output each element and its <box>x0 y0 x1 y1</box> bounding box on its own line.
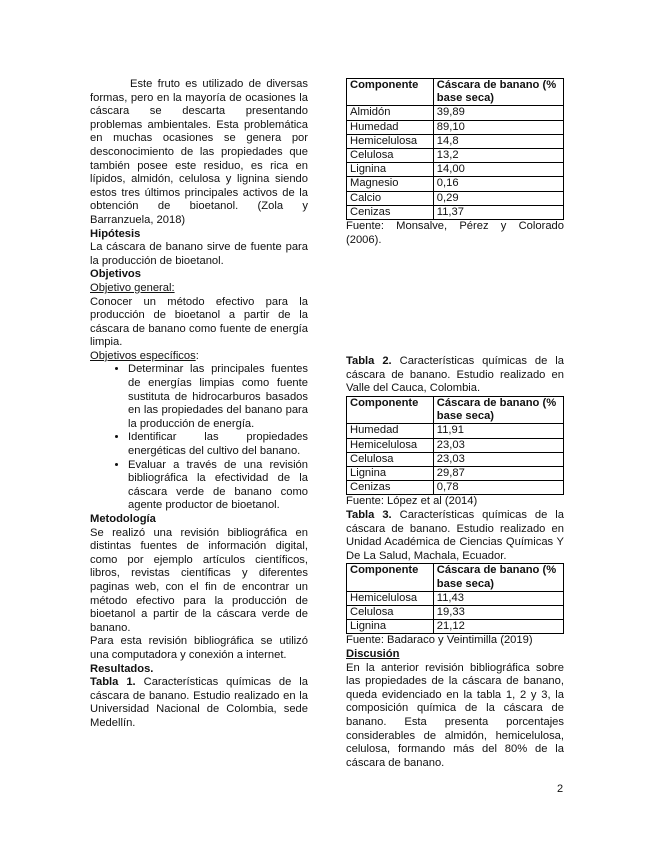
right-column <box>346 78 564 770</box>
table3-source: Fuente: Badaraco y Veintimilla (2019) <box>346 634 533 647</box>
table1-source: Fuente: Monsalve, Pérez y Colorado (2006). <box>346 220 564 246</box>
left-column <box>90 78 308 731</box>
table-cell: Lignina <box>347 163 434 177</box>
table-cell: 21,12 <box>433 620 563 634</box>
table-cell: Cenizas <box>347 205 434 219</box>
table-row <box>347 481 564 495</box>
table-header-cell: Cáscara de banano (% base seca) <box>433 564 563 591</box>
table-header-row <box>347 397 564 424</box>
table-2 <box>346 396 564 495</box>
tabla2-caption <box>346 355 564 396</box>
tabla2-label: Tabla 2. <box>346 355 392 368</box>
table-cell: 39,89 <box>433 106 563 120</box>
objetivos-especificos-list <box>90 363 308 513</box>
tabla1-caption <box>90 676 308 730</box>
table-row <box>347 120 564 134</box>
tabla3-label: Tabla 3. <box>346 509 392 522</box>
objetivo-general-text: Conocer un método efectivo para la producción de bioetanol a partir de la cáscara de banano como fuente de energía limpia. <box>90 295 308 349</box>
table-cell: Calcio <box>347 191 434 205</box>
table-cell: Celulosa <box>347 606 434 620</box>
table-cell: 23,03 <box>433 452 563 466</box>
metodologia-paragraph-2: Para esta revisión bibliográfica se utilizó una computadora y conexión a internet. <box>90 635 308 661</box>
table-row <box>347 452 564 466</box>
tabla1-caption-text: Características químicas de la cáscara de banano. Estudio realizado en la Universidad Nacional de Colombia, sede Medellín. <box>90 676 308 729</box>
table-header-cell: Cáscara de banano (% base seca) <box>433 397 563 424</box>
table-header-cell: Componente <box>347 79 434 106</box>
table-row <box>347 149 564 163</box>
table-cell: Lignina <box>347 620 434 634</box>
table-cell: 11,91 <box>433 424 563 438</box>
table-cell: Celulosa <box>347 149 434 163</box>
table-row <box>347 606 564 620</box>
list-item: • Identificar las propiedades energéticas del cultivo del banano. <box>128 431 308 458</box>
table-3 <box>346 563 564 634</box>
table-cell: 0,78 <box>433 481 563 495</box>
table-header-row <box>347 79 564 106</box>
table-row <box>347 591 564 605</box>
resultados-heading: Resultados. <box>90 662 154 675</box>
table-cell: Almidón <box>347 106 434 120</box>
table-cell: 19,33 <box>433 606 563 620</box>
table-cell: Humedad <box>347 120 434 134</box>
tabla1-label: Tabla 1. <box>90 676 136 689</box>
list-item: • Evaluar a través de una revisión bibliográfica la efectividad de la cáscara verde de banano como agente productor de bioetanol. <box>128 459 308 513</box>
table-header-row <box>347 564 564 591</box>
discusion-heading: Discusión <box>346 648 400 660</box>
table-row <box>347 191 564 205</box>
table-cell: 13,2 <box>433 149 563 163</box>
hipotesis-text: La cáscara de banano sirve de fuente para la producción de bioetanol. <box>90 241 308 267</box>
table2-source: Fuente: López et al (2014) <box>346 495 478 508</box>
table-cell: Magnesio <box>347 177 434 191</box>
table-header-cell: Cáscara de banano (% base seca) <box>433 79 563 106</box>
objetivos-heading: Objetivos <box>90 268 141 281</box>
table-cell: 11,43 <box>433 591 563 605</box>
discusion-paragraph: En la anterior revisión bibliográfica sobre las propiedades de la cáscara de banano, queda evidenciado en la tabla 1, 2 y 3, la composición química de la cáscara de banano. Esta presenta porcentajes considerables de almidón, hemicelulosa, celulosa, formando más del 80% de la cáscara de banano. <box>346 661 564 769</box>
tabla3-caption-text: Características químicas de la cáscara de banano. Estudio realizado en Unidad Académica de Ciencias Químicas Y De La Salud, Machala, Ecuador. <box>346 509 564 562</box>
table-row <box>347 177 564 191</box>
table-1 <box>346 78 564 220</box>
tabla3-caption <box>346 509 564 563</box>
table-cell: 0,16 <box>433 177 563 191</box>
tabla2-caption-text: Características químicas de la cáscara de banano. Estudio realizado en Valle del Cauca, Colombia. <box>346 355 564 395</box>
table-cell: 11,37 <box>433 205 563 219</box>
table-row <box>347 205 564 219</box>
table-header-cell: Componente <box>347 397 434 424</box>
table-cell: 89,10 <box>433 120 563 134</box>
hipotesis-heading: Hipótesis <box>90 227 141 240</box>
metodologia-paragraph-1: Se realizó una revisión bibliográfica en distintas fuentes de información digital, como por ejemplo artículos científicos, libros, revistas científicas y diferentes paginas web, con el fin de encontrar un método efectivo para la producción de bioetanol a partir de la cáscara verde de banano. <box>90 526 308 634</box>
intro-paragraph: Este fruto es utilizado de diversas formas, pero en la mayoría de ocasiones la cáscara se descarta presentando problemas ambientales. Esta problemática en muchas ocasiones se genera por desconocimiento de las propiedades que también posee este residuo, es rica en lípidos, almidón, celulosa y lignina siendo estos tres últimos principales activos de la obtención de bioetanol. (Zola y Barranzuela, 2018) <box>90 78 308 226</box>
objetivos-especificos-label: Objetivos específicos <box>90 349 196 362</box>
objetivos-especificos-heading <box>90 350 308 364</box>
table-row <box>347 438 564 452</box>
table-cell: 23,03 <box>433 438 563 452</box>
table-cell: Hemicelulosa <box>347 134 434 148</box>
table-row <box>347 106 564 120</box>
table-row <box>347 620 564 634</box>
table-cell: Humedad <box>347 424 434 438</box>
metodologia-heading: Metodología <box>90 513 156 525</box>
table-row <box>347 424 564 438</box>
column-gap <box>346 247 564 355</box>
objetivos-especificos-colon: : <box>195 349 199 362</box>
table-cell: Hemicelulosa <box>347 591 434 605</box>
table-row <box>347 467 564 481</box>
table-cell: Celulosa <box>347 452 434 466</box>
table-row <box>347 163 564 177</box>
table-header-cell: Componente <box>347 564 434 591</box>
table-cell: 14,00 <box>433 163 563 177</box>
table-cell: Hemicelulosa <box>347 438 434 452</box>
table-cell: Cenizas <box>347 481 434 495</box>
table-row <box>347 134 564 148</box>
page-number: 2 <box>557 783 564 795</box>
table-cell: 29,87 <box>433 467 563 481</box>
table-cell: 14,8 <box>433 134 563 148</box>
objetivo-general-label: Objetivo general: <box>90 281 175 294</box>
table-cell: Lignina <box>347 467 434 481</box>
list-item: • Determinar las principales fuentes de energías limpias como fuente sustituta de hidrocarburos basados en las propiedades del banano para la producción de energía. <box>128 363 308 431</box>
table-cell: 0,29 <box>433 191 563 205</box>
